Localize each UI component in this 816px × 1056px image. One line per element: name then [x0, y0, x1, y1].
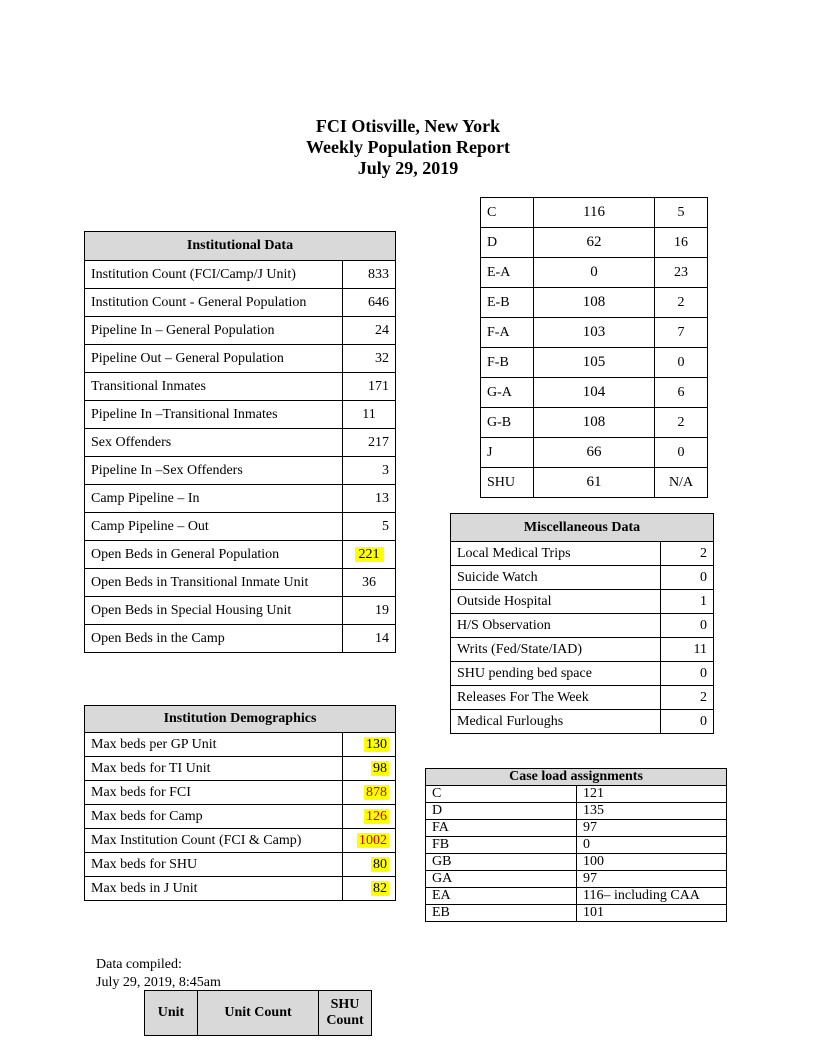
unit-shu-count: 0 [655, 348, 708, 378]
unit-count: 61 [534, 468, 655, 498]
highlighted-value: 98 [373, 760, 387, 776]
table-row [85, 853, 396, 877]
case-unit: D [426, 803, 577, 820]
table-row [85, 345, 396, 373]
table-row [85, 429, 396, 457]
table-row [85, 261, 396, 289]
case-unit: C [426, 786, 577, 803]
case-value: 100 [577, 854, 727, 871]
row-value: 36 [343, 569, 396, 597]
row-label: Suicide Watch [451, 566, 661, 590]
unit-name: G-A [481, 378, 534, 408]
row-label: Max beds in J Unit [85, 877, 343, 901]
table-row [451, 662, 714, 686]
table-row [481, 288, 708, 318]
row-label: Camp Pipeline – Out [85, 513, 343, 541]
row-value-highlighted [343, 757, 396, 781]
row-value: 833 [343, 261, 396, 289]
row-label: Max beds per GP Unit [85, 733, 343, 757]
row-value: 19 [343, 597, 396, 625]
table-row [481, 318, 708, 348]
table-row [85, 757, 396, 781]
table-row [451, 614, 714, 638]
row-value: 1 [661, 590, 714, 614]
row-value: 646 [343, 289, 396, 317]
row-label: Writs (Fed/State/IAD) [451, 638, 661, 662]
row-label: Max Institution Count (FCI & Camp) [85, 829, 343, 853]
unit-shu-count: 16 [655, 228, 708, 258]
row-value-highlighted [343, 733, 396, 757]
table-row [85, 877, 396, 901]
table-row [85, 733, 396, 757]
unit-count: 104 [534, 378, 655, 408]
row-value-highlighted [343, 541, 396, 569]
unit-count-header-table [144, 990, 372, 1036]
data-compiled-note [96, 956, 221, 992]
row-value: 11 [661, 638, 714, 662]
case-unit: GA [426, 871, 577, 888]
unit-count: 108 [534, 288, 655, 318]
table-row [481, 228, 708, 258]
highlighted-value: 126 [366, 808, 387, 824]
case-value: 135 [577, 803, 727, 820]
table-row [451, 566, 714, 590]
row-value: 3 [343, 457, 396, 485]
row-value-highlighted [343, 781, 396, 805]
unit-name: E-B [481, 288, 534, 318]
case-unit: FB [426, 837, 577, 854]
unit-name: F-A [481, 318, 534, 348]
highlighted-value: 221 [355, 547, 384, 562]
table-row [481, 468, 708, 498]
row-value: 24 [343, 317, 396, 345]
highlighted-value: 878 [366, 784, 387, 800]
unit-shu-count: 2 [655, 288, 708, 318]
table-row [481, 348, 708, 378]
table-row [426, 786, 727, 803]
institution-demographics-header: Institution Demographics [85, 706, 396, 733]
unit-count: 0 [534, 258, 655, 288]
table-row [481, 258, 708, 288]
unit-count-table [480, 197, 708, 498]
table-row [481, 198, 708, 228]
row-value: 32 [343, 345, 396, 373]
title-date: July 29, 2019 [357, 158, 459, 178]
row-label: Local Medical Trips [451, 542, 661, 566]
unit-name: J [481, 438, 534, 468]
table-row [85, 289, 396, 317]
table-row [85, 625, 396, 653]
row-value: 14 [343, 625, 396, 653]
case-load-table [425, 768, 727, 922]
highlighted-value: 1002 [359, 832, 387, 848]
unit-count: 62 [534, 228, 655, 258]
row-value: 5 [343, 513, 396, 541]
case-unit: GB [426, 854, 577, 871]
row-label: Pipeline Out – General Population [85, 345, 343, 373]
unit-name: SHU [481, 468, 534, 498]
table-row [426, 854, 727, 871]
row-label: Outside Hospital [451, 590, 661, 614]
case-value: 0 [577, 837, 727, 854]
row-value: 171 [343, 373, 396, 401]
unit-shu-count: 2 [655, 408, 708, 438]
table-row [451, 638, 714, 662]
unit-shu-count: 0 [655, 438, 708, 468]
institution-demographics-table [84, 705, 396, 901]
table-row [85, 541, 396, 569]
compiled-timestamp: July 29, 2019, 8:45am [96, 975, 221, 990]
unit-name: C [481, 198, 534, 228]
miscellaneous-data-table [450, 513, 714, 734]
case-load-header: Case load assignments [426, 769, 727, 786]
highlighted-value: 82 [373, 880, 387, 896]
table-row [426, 820, 727, 837]
row-value: 11 [343, 401, 396, 429]
row-label: Open Beds in General Population [85, 541, 343, 569]
row-value: 0 [661, 614, 714, 638]
row-value: 2 [661, 542, 714, 566]
table-row [85, 805, 396, 829]
row-label: Institution Count (FCI/Camp/J Unit) [85, 261, 343, 289]
column-header-shu-count: SHU Count [319, 991, 372, 1036]
row-label: SHU pending bed space [451, 662, 661, 686]
unit-count: 108 [534, 408, 655, 438]
table-row [85, 457, 396, 485]
row-value: 0 [661, 566, 714, 590]
table-row [451, 542, 714, 566]
title-facility: FCI Otisville, New York [315, 116, 501, 136]
row-label: Open Beds in Special Housing Unit [85, 597, 343, 625]
table-row [85, 829, 396, 853]
row-value-highlighted [343, 877, 396, 901]
row-label: Camp Pipeline – In [85, 485, 343, 513]
row-label: Max beds for Camp [85, 805, 343, 829]
row-label: Open Beds in Transitional Inmate Unit [85, 569, 343, 597]
column-header-unit: Unit [145, 991, 198, 1036]
unit-name: D [481, 228, 534, 258]
row-value: 13 [343, 485, 396, 513]
row-value: 0 [661, 710, 714, 734]
row-label: Releases For The Week [451, 686, 661, 710]
unit-count: 105 [534, 348, 655, 378]
row-label: H/S Observation [451, 614, 661, 638]
column-header-unit-count: Unit Count [198, 991, 319, 1036]
report-title [0, 116, 816, 179]
institutional-data-header: Institutional Data [85, 232, 396, 261]
row-label: Transitional Inmates [85, 373, 343, 401]
unit-shu-count: 6 [655, 378, 708, 408]
miscellaneous-data-header: Miscellaneous Data [451, 514, 714, 542]
table-row [85, 373, 396, 401]
unit-shu-count: 7 [655, 318, 708, 348]
unit-name: E-A [481, 258, 534, 288]
case-value: 101 [577, 905, 727, 922]
unit-count: 116 [534, 198, 655, 228]
table-row [426, 871, 727, 888]
row-label: Pipeline In –Sex Offenders [85, 457, 343, 485]
unit-shu-count: 23 [655, 258, 708, 288]
row-label: Institution Count - General Population [85, 289, 343, 317]
row-value: 0 [661, 662, 714, 686]
table-row [426, 905, 727, 922]
row-label: Max beds for SHU [85, 853, 343, 877]
row-label: Sex Offenders [85, 429, 343, 457]
row-value-highlighted [343, 805, 396, 829]
highlighted-value: 130 [366, 736, 387, 752]
title-report-name: Weekly Population Report [305, 137, 510, 157]
table-row [451, 686, 714, 710]
compiled-label: Data compiled: [96, 957, 182, 972]
row-value: 2 [661, 686, 714, 710]
case-value: 97 [577, 820, 727, 837]
case-unit: EB [426, 905, 577, 922]
case-value: 97 [577, 871, 727, 888]
unit-count: 66 [534, 438, 655, 468]
highlighted-value: 80 [373, 856, 387, 872]
unit-name: F-B [481, 348, 534, 378]
table-row [85, 569, 396, 597]
table-row [85, 317, 396, 345]
table-row [481, 438, 708, 468]
row-label: Pipeline In –Transitional Inmates [85, 401, 343, 429]
row-value-highlighted [343, 829, 396, 853]
table-row [85, 513, 396, 541]
table-row [426, 888, 727, 905]
unit-shu-count: N/A [655, 468, 708, 498]
row-value: 217 [343, 429, 396, 457]
row-label: Medical Furloughs [451, 710, 661, 734]
table-row [451, 710, 714, 734]
row-label: Open Beds in the Camp [85, 625, 343, 653]
table-row [85, 401, 396, 429]
institutional-data-table [84, 231, 396, 653]
row-label: Max beds for TI Unit [85, 757, 343, 781]
table-row [481, 378, 708, 408]
case-unit: FA [426, 820, 577, 837]
table-row [426, 803, 727, 820]
table-row [85, 781, 396, 805]
row-value-highlighted [343, 853, 396, 877]
table-row [85, 485, 396, 513]
unit-shu-count: 5 [655, 198, 708, 228]
unit-count: 103 [534, 318, 655, 348]
table-row [481, 408, 708, 438]
row-label: Max beds for FCI [85, 781, 343, 805]
case-unit: EA [426, 888, 577, 905]
table-row [426, 837, 727, 854]
case-value: 116– including CAA [577, 888, 727, 905]
table-row [451, 590, 714, 614]
row-label: Pipeline In – General Population [85, 317, 343, 345]
unit-name: G-B [481, 408, 534, 438]
case-value: 121 [577, 786, 727, 803]
table-row [85, 597, 396, 625]
